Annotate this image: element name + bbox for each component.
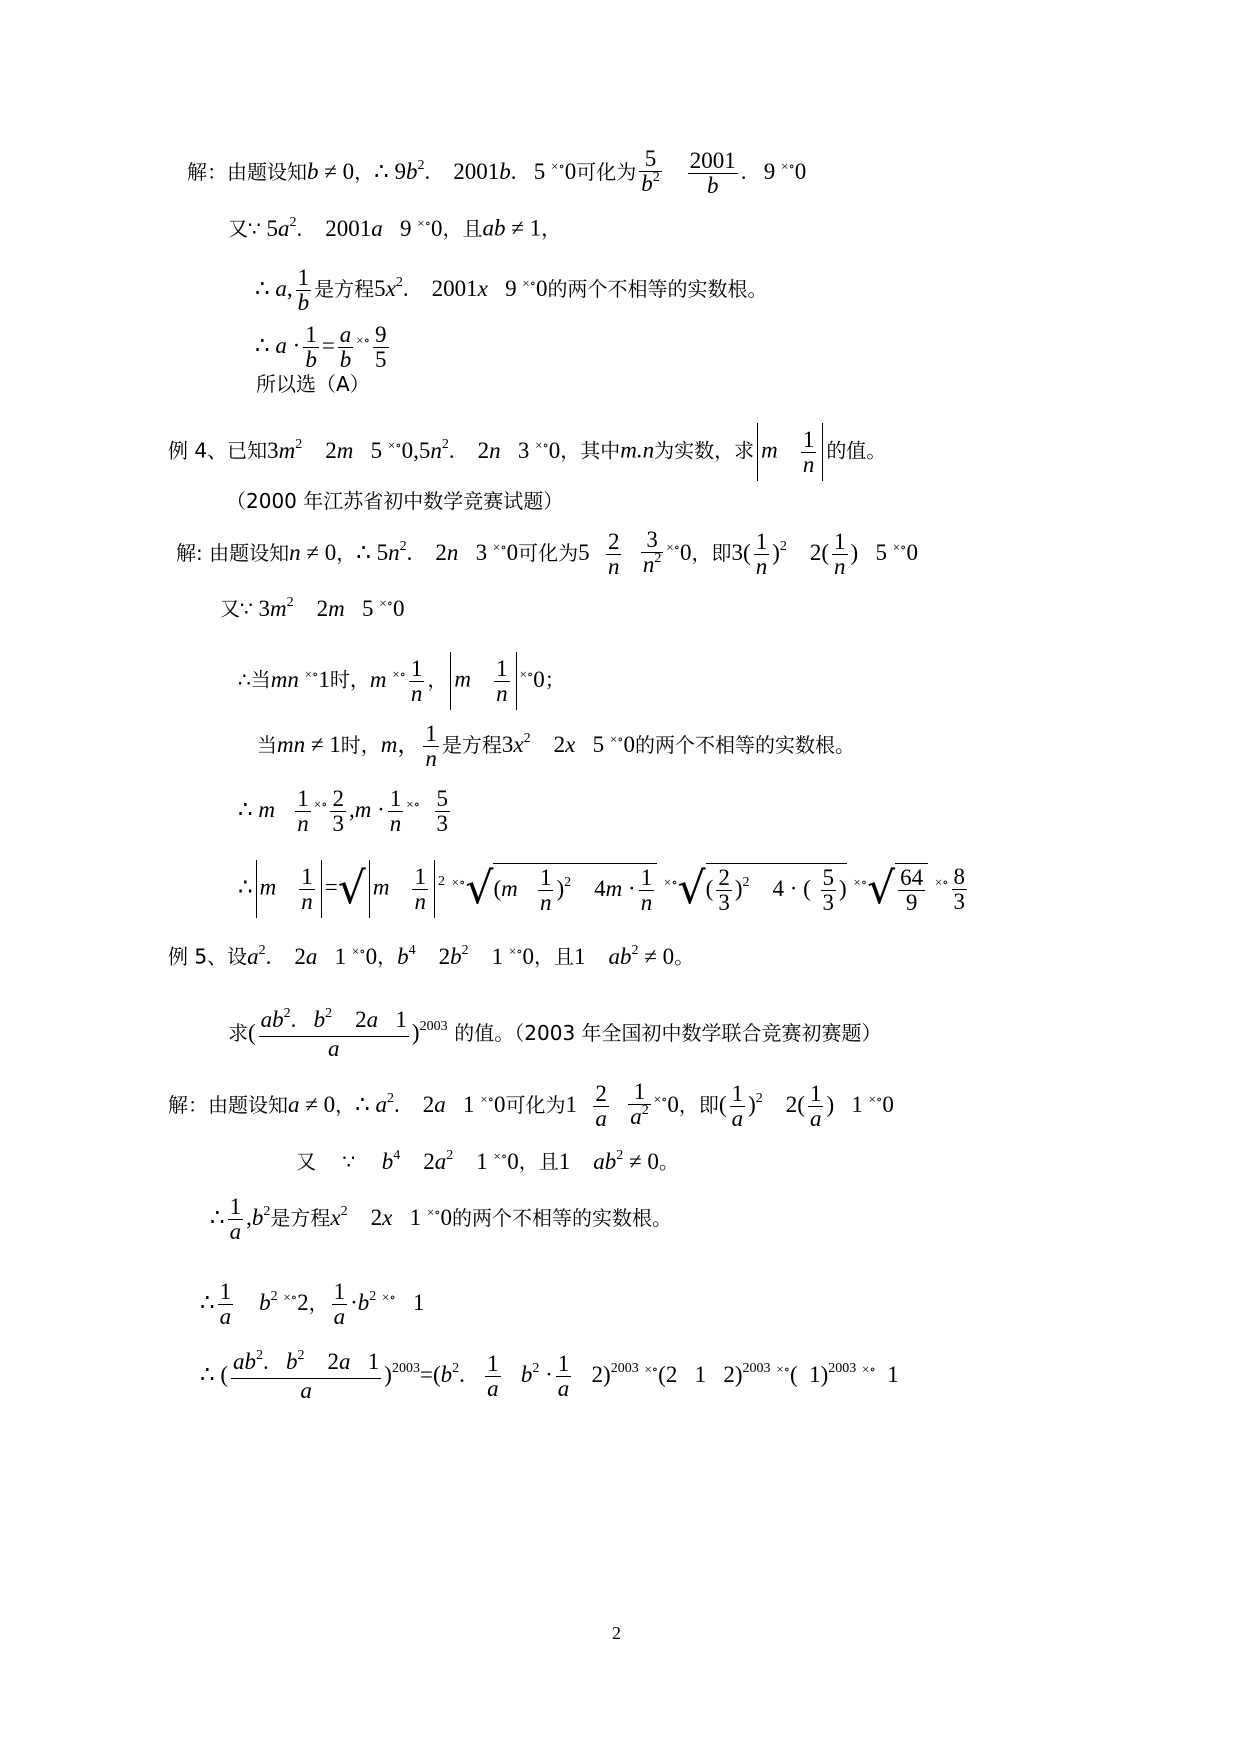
solution-line-2: 又∵ $5a^2$. 2001a 9 ×∘0，且ab ≠ 1， xyxy=(228,214,562,241)
solution4-line-4: 当mn ≠ 1时，m， $\frac{1}{n}$ 是方程$3x^2$ 2x 5 ×∘0的两个不相等的实数根。 xyxy=(257,721,856,771)
solution5-line-5: ∴ ( $\frac{ab^2. b^2 2a 1}{a}$ )$^{2003}=(b^2$. $\frac{1}{a}$ $b^2$ · $\frac{1}{a}$ 2)$^{2003}$ ×∘(2 1 2)$^{2003}$ ×∘( 1)$^{2003}$ ×∘ 1 xyxy=(200,1348,899,1403)
solution4-line-3: ∴当mn ×∘1时，m ×∘ $\frac{1}{n}$ ， m $\frac{1}{n}$ ×∘0； xyxy=(238,652,565,710)
fraction: $\frac{5}{b^2}$ xyxy=(639,147,662,200)
solution4-line-1: 解: 由题设知n ≠ 0，∴ $5n^2$. 2n 3 ×∘0可化为5 $\frac{2}{n}$ $\frac{3}{n^2}$ ×∘0，即3( $\frac{1}{n}$ )$^2$ 2( $\frac{1}{n}$ ) 5 ×∘0 xyxy=(176,527,918,579)
example-4: 例 4、已知$3m^2$ 2m 5 $^{\times\circ}0,5n^2$. 2n 3 ×∘0，其中m.n为实数，求 m $\frac{1}{n}$ 的值。 xyxy=(168,423,886,481)
solution4-line-6: ∴ m $\frac{1}{n}$ =√ m $\frac{1}{n}$ $^2$ ×∘√(m $\frac{1}{n}$ )$^2$ 4m · $\frac{1}{n}$ ×∘√( $\frac{2}{3}$ )$^2$ 4 · ( $\frac{5}{3}$ ) ×∘√ $\frac{64}{9}$ ×∘ $\frac{8}{3}$ xyxy=(238,860,970,918)
fraction: $\frac{1}{b}$ xyxy=(297,265,310,315)
solution5-line-4: ∴ $\frac{1}{a}$ $b^2$ ×∘2， $\frac{1}{a}$ $\cdot b^2$ ×∘ 1 xyxy=(200,1279,425,1329)
solution4-line-2: 又∵ $3m^2$ 2m 5 ×∘0 xyxy=(220,594,405,621)
source-note-4: （2000 年江苏省初中数学竞赛试题） xyxy=(226,489,564,513)
answer-choice: 所以选（A） xyxy=(256,372,370,396)
solution5-line-2: 又 ∵ $b^4$ $2a^2$ 1 ×∘0，且1 $ab^2 \ne 0$。 xyxy=(296,1147,679,1174)
text-jie: 解：由题设知 xyxy=(187,160,307,184)
solution4-line-5: ∴ m $\frac{1}{n}$ ×∘ $\frac{2}{3}$ ,m · $\frac{1}{n}$ ×∘ $\frac{5}{3}$ xyxy=(238,786,448,836)
solution-line-3: ∴ a, $\frac{1}{b}$ 是方程$5x^2$. 2001x 9 ×∘0的两个不相等的实数根。 xyxy=(255,265,768,315)
fraction: $\frac{2001}{b}$ xyxy=(689,148,736,198)
example-5-question: 求( $\frac{ab^2. b^2 2a 1}{a}$ )$^{2003}$ 的值。（2003 年全国初中数学联合竞赛初赛题） xyxy=(228,1006,882,1061)
solution-line-1: 解：由题设知b ≠ 0，∴ $9b^2$. 2001b. 5 ×∘0可化为 $\frac{5}{b^2}$ $\frac{2001}{b}$ . 9 ×∘0 xyxy=(187,146,807,198)
solution5-line-3: ∴ $\frac{1}{a}$ $,b^2$是方程$x^2$ 2x 1 ×∘0的两个不相等的实数根。 xyxy=(210,1194,673,1244)
solution-line-4: ∴ a · $\frac{1}{b}$ = $\frac{a}{b}$ ×∘ $\frac{9}{5}$ xyxy=(255,322,387,372)
solution5-line-1: 解：由题设知a ≠ 0，∴ $a^2$. 2a 1 ×∘0可化为1 $\frac{2}{a}$ $\frac{1}{a^2}$ ×∘0，即( $\frac{1}{a}$ )$^2$ 2( $\frac{1}{a}$ ) 1 ×∘0 xyxy=(168,1079,894,1131)
example-5: 例 5、设$a^2$. 2a 1 ×∘0，$b^4$ $2b^2$ 1 ×∘0，且1 $ab^2 \ne 0$。 xyxy=(168,942,695,969)
page-number: 2 xyxy=(612,1623,621,1643)
